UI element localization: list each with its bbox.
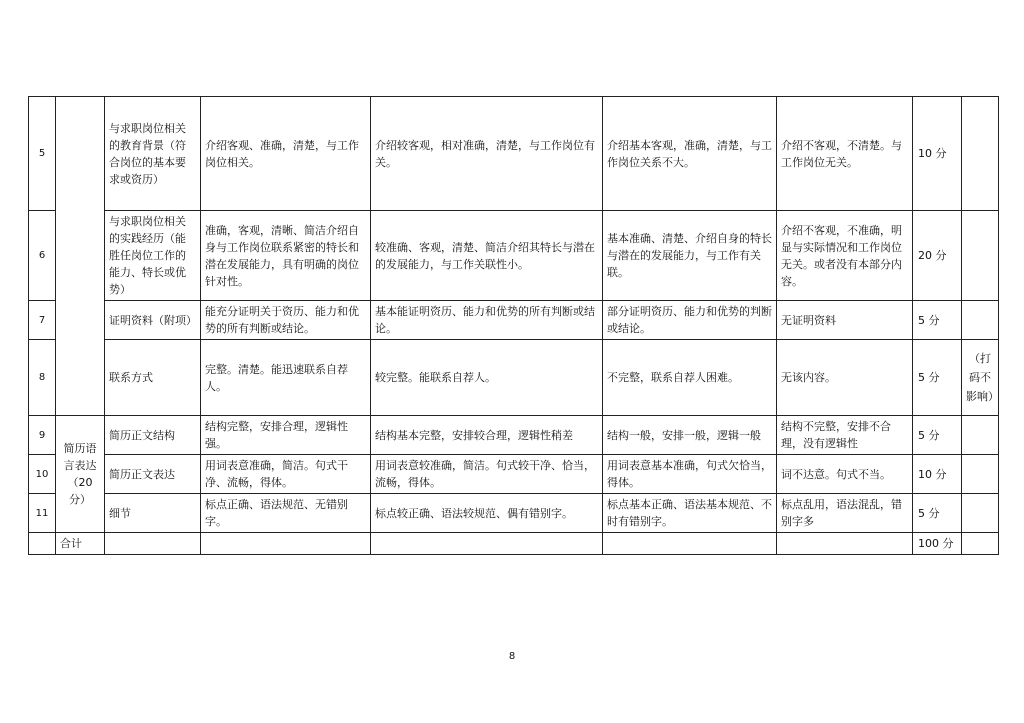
good-cell: 结构基本完整，安排较合理，逻辑性稍差 — [371, 416, 603, 455]
table-row — [29, 455, 999, 494]
page-number: 8 — [508, 651, 516, 662]
note-cell — [962, 455, 999, 494]
poor-cell: 词不达意。句式不当。 — [777, 455, 913, 494]
row-number: 10 — [29, 455, 56, 494]
table-row — [29, 301, 999, 340]
scoring-table — [28, 96, 999, 555]
excellent-cell: 能充分证明关于资历、能力和优势的所有判断或结论。 — [201, 301, 371, 340]
item-cell: 与求职岗位相关的实践经历（能胜任岗位工作的能力、特长或优势） — [105, 211, 201, 301]
total-number-cell — [29, 533, 56, 555]
excellent-cell: 完整。清楚。能迅速联系自荐人。 — [201, 340, 371, 416]
good-cell: 用词表意较准确，简洁。句式较干净、恰当，流畅，得体。 — [371, 455, 603, 494]
category-cell: 简历语言表达（20分） — [56, 416, 105, 533]
score-cell: 20 分 — [913, 211, 962, 301]
total-empty-cell — [201, 533, 371, 555]
total-score: 100 分 — [913, 533, 962, 555]
note-cell — [962, 301, 999, 340]
note-cell — [962, 211, 999, 301]
note-cell — [962, 416, 999, 455]
item-cell: 证明资料（附项） — [105, 301, 201, 340]
score-cell: 10 分 — [913, 97, 962, 211]
poor-cell: 无证明资料 — [777, 301, 913, 340]
poor-cell: 标点乱用，语法混乱，错别字多 — [777, 494, 913, 533]
fair-cell: 基本准确、清楚、介绍自身的特长与潜在的发展能力，与工作有关联。 — [603, 211, 777, 301]
table-row — [29, 340, 999, 416]
row-number: 11 — [29, 494, 56, 533]
excellent-cell: 结构完整，安排合理，逻辑性强。 — [201, 416, 371, 455]
poor-cell: 结构不完整，安排不合理，没有逻辑性 — [777, 416, 913, 455]
row-number: 7 — [29, 301, 56, 340]
total-empty-cell — [962, 533, 999, 555]
good-cell: 基本能证明资历、能力和优势的所有判断或结论。 — [371, 301, 603, 340]
fair-cell: 不完整，联系自荐人困难。 — [603, 340, 777, 416]
good-cell: 介绍较客观，相对准确，清楚，与工作岗位有关。 — [371, 97, 603, 211]
total-empty-cell — [603, 533, 777, 555]
table-row — [29, 494, 999, 533]
total-label: 合计 — [56, 533, 105, 555]
category-cell-empty — [56, 97, 105, 416]
fair-cell: 介绍基本客观，准确，清楚，与工作岗位关系不大。 — [603, 97, 777, 211]
score-cell: 5 分 — [913, 340, 962, 416]
row-number: 5 — [29, 97, 56, 211]
good-cell: 较完整。能联系自荐人。 — [371, 340, 603, 416]
score-cell: 5 分 — [913, 416, 962, 455]
score-cell: 5 分 — [913, 301, 962, 340]
table-row — [29, 416, 999, 455]
total-row — [29, 533, 999, 555]
fair-cell: 部分证明资历、能力和优势的判断或结论。 — [603, 301, 777, 340]
score-cell: 10 分 — [913, 455, 962, 494]
good-cell: 较准确、客观，清楚、简洁介绍其特长与潜在的发展能力，与工作关联性小。 — [371, 211, 603, 301]
note-cell — [962, 494, 999, 533]
table-row — [29, 211, 999, 301]
total-empty-cell — [371, 533, 603, 555]
item-cell: 细节 — [105, 494, 201, 533]
excellent-cell: 标点正确、语法规范、无错别字。 — [201, 494, 371, 533]
total-empty-cell — [777, 533, 913, 555]
row-number: 6 — [29, 211, 56, 301]
excellent-cell: 准确，客观，清晰、简洁介绍自身与工作岗位联系紧密的特长和潜在发展能力，具有明确的岗位针对性。 — [201, 211, 371, 301]
fair-cell: 用词表意基本准确，句式欠恰当，得体。 — [603, 455, 777, 494]
total-empty-cell — [105, 533, 201, 555]
item-cell: 与求职岗位相关的教育背景（符合岗位的基本要求或资历） — [105, 97, 201, 211]
item-cell: 简历正文表达 — [105, 455, 201, 494]
table-row — [29, 97, 999, 211]
good-cell: 标点较正确、语法较规范、偶有错别字。 — [371, 494, 603, 533]
fair-cell: 结构一般，安排一般，逻辑一般 — [603, 416, 777, 455]
poor-cell: 介绍不客观，不准确，明显与实际情况和工作岗位无关。或者没有本部分内容。 — [777, 211, 913, 301]
score-cell: 5 分 — [913, 494, 962, 533]
row-number: 8 — [29, 340, 56, 416]
excellent-cell: 用词表意准确，简洁。句式干净、流畅，得体。 — [201, 455, 371, 494]
row-number: 9 — [29, 416, 56, 455]
poor-cell: 介绍不客观，不清楚。与工作岗位无关。 — [777, 97, 913, 211]
note-cell: （打码不影响） — [962, 340, 999, 416]
note-cell — [962, 97, 999, 211]
item-cell: 简历正文结构 — [105, 416, 201, 455]
item-cell: 联系方式 — [105, 340, 201, 416]
poor-cell: 无该内容。 — [777, 340, 913, 416]
excellent-cell: 介绍客观、准确，清楚，与工作岗位相关。 — [201, 97, 371, 211]
fair-cell: 标点基本正确、语法基本规范、不时有错别字。 — [603, 494, 777, 533]
